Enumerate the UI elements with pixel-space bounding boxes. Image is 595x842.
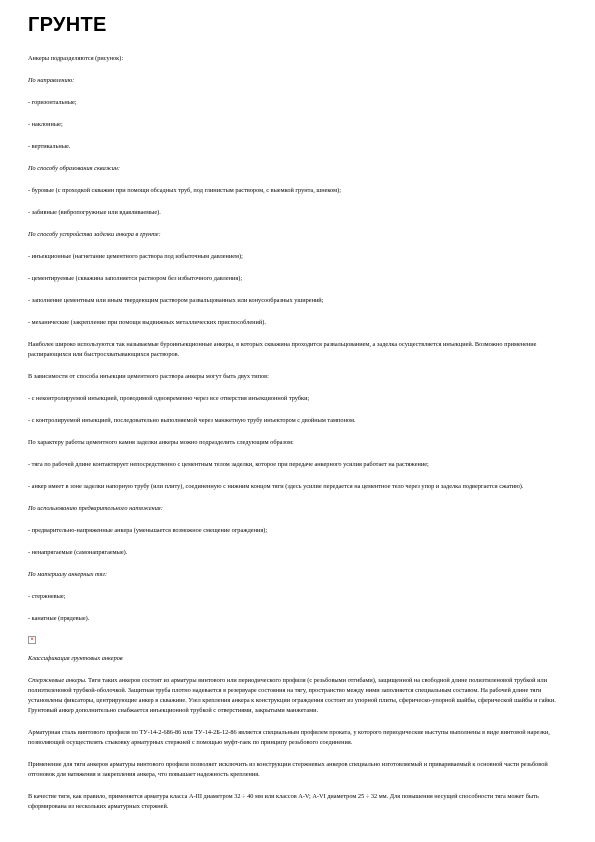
heading-by-borehole: По способу образования скважин: <box>28 165 120 172</box>
rod-anchors-term: Стержневые анкеры. <box>28 677 87 684</box>
heading-by-tension: По использованию предварительного натяжения: <box>28 505 163 512</box>
list-item: - горизонтальные; <box>28 99 77 106</box>
list-item: - предварительно-напряженные анкера (уменьшается возможное смещение ограждения); <box>28 527 268 534</box>
paragraph-screw-profile: Применение для тяги анкеров арматуры винтового профиля позволяет исключить из конструкции стержневых анкеров специально изготовляемый и привариваемый к основной части резьбовой отгоновок для натяжения и закрепления анкера, что повышает надежность крепления. <box>28 761 548 778</box>
list-item: - анкер имеет в зоне заделки напорную трубу (или плиту), соединенную с нижним концом тяги (здесь усилие передается на цементное тело через упор и заделка подвергается сжатию). <box>28 483 524 490</box>
paragraph-work-character: По характеру работы цементного камня заделки анкеры можно подразделить следующим образом: <box>28 439 294 446</box>
list-item: - цементируемые (скважина заполняется раствором без избыточного давления); <box>28 275 243 282</box>
list-item: - канатные (прядевые). <box>28 615 90 622</box>
document-page <box>28 14 568 824</box>
heading-by-direction: По направлению: <box>28 77 75 84</box>
list-item: - забивные (вибропогружные или вдавливаемые). <box>28 209 161 216</box>
list-item: - стержневые; <box>28 593 66 600</box>
paragraph-rod-class: В качестве тяги, как правило, применяется арматура класса А-III диаметром 32 ÷ 40 мм или классов А-V; А-VI диаметром 25 ÷ 32 мм. Для повышения несущей способности тяга может быть сформирована из нескольких арматурных стержней. <box>28 793 539 810</box>
list-item: - с неконтролируемой инъекцией, проводимой одновременно через все отверстия инъекционной трубки; <box>28 395 310 402</box>
paragraph-rod-anchors <box>28 676 568 716</box>
list-item: - с контролируемой инъекцией, последовательно выполняемой через манжетную трубу инъектором с двойным тампоном. <box>28 417 356 424</box>
paragraph-armature-steel: Арматурная сталь винтового профиля по ТУ-14-2-686-86 или ТУ-14-2Б-12-86 является специальным профилем проката, у которого периодические выступы выполнены в виде винтовой нарезки, позволяющей осуществлять стыковку арматурных стержней с помощью муфт-гаек по принципу резьбового соединения. <box>28 729 550 746</box>
page-title: ГРУНТЕ <box>28 14 107 36</box>
list-item: - вертикальные. <box>28 143 71 150</box>
list-item: - ненапрягаемые (самонапрягаемые). <box>28 549 128 556</box>
list-item: - заполнение цементным или иным твердеющим раствором развальцованных или конусообразных уширений; <box>28 297 324 304</box>
heading-by-anchorage: По способу устройства заделки анкера в грунте: <box>28 231 161 238</box>
paragraph-widely-used: Наиболее широко используются так называемые буроинъекционные анкеры, в которых скважина проходится развальцованием, а заделка осуществляется инъекцией. Возможно применение распирающихся или быстросхватывающихся растворов. <box>28 341 537 358</box>
intro-paragraph: Анкеры подразделяются (рисунок): <box>28 55 124 62</box>
figure-caption: Классификация грунтовых анкеров <box>28 655 123 662</box>
list-item: - тяга по рабочей длине контактирует непосредственно с цементным телом заделки, которое при передаче анкерного усилия работает на растяжение; <box>28 461 429 468</box>
heading-by-material: По материалу анкерных тяг: <box>28 571 108 578</box>
list-item: - механические (закрепление при помощи выдвижных металлических приспособлений). <box>28 319 266 326</box>
broken-image-icon: × <box>28 636 36 644</box>
list-item: - буровые (с проходкой скважин при помощи обсадных труб, под глинистым раствором, с выемкой грунта, шнеком); <box>28 187 341 194</box>
list-item: - инъекционные (нагнетание цементного раствора под избыточным давлением); <box>28 253 243 260</box>
rod-anchors-text: Тяги таких анкеров состоят из арматуры винтового или периодического профиля (с резьбовыми отгибами), защищенной на свободной длине полиэтиленовой трубкой или полиэтиленовой трубкой-оболочкой. Защитная труба плотно надевается в резервуаре состояния на тягу, пространство между ними заполняется специальным составом. На рабочей длине тяги установлены фиксаторы, центрирующие анкер в скважине. Узел крепления анкера к конструкции ограждения состоит из упорной плиты, сферическо-упорной шайбы, сферической шайбы и гайки. Грунтовый анкер дополнительно снабжается инъекционной трубкой с отверстиями, закрытыми манжетами. <box>28 677 556 714</box>
paragraph-injection-types: В зависимости от способа инъекции цементного раствора анкеры могут быть двух типов: <box>28 373 269 380</box>
list-item: - наклонные; <box>28 121 63 128</box>
